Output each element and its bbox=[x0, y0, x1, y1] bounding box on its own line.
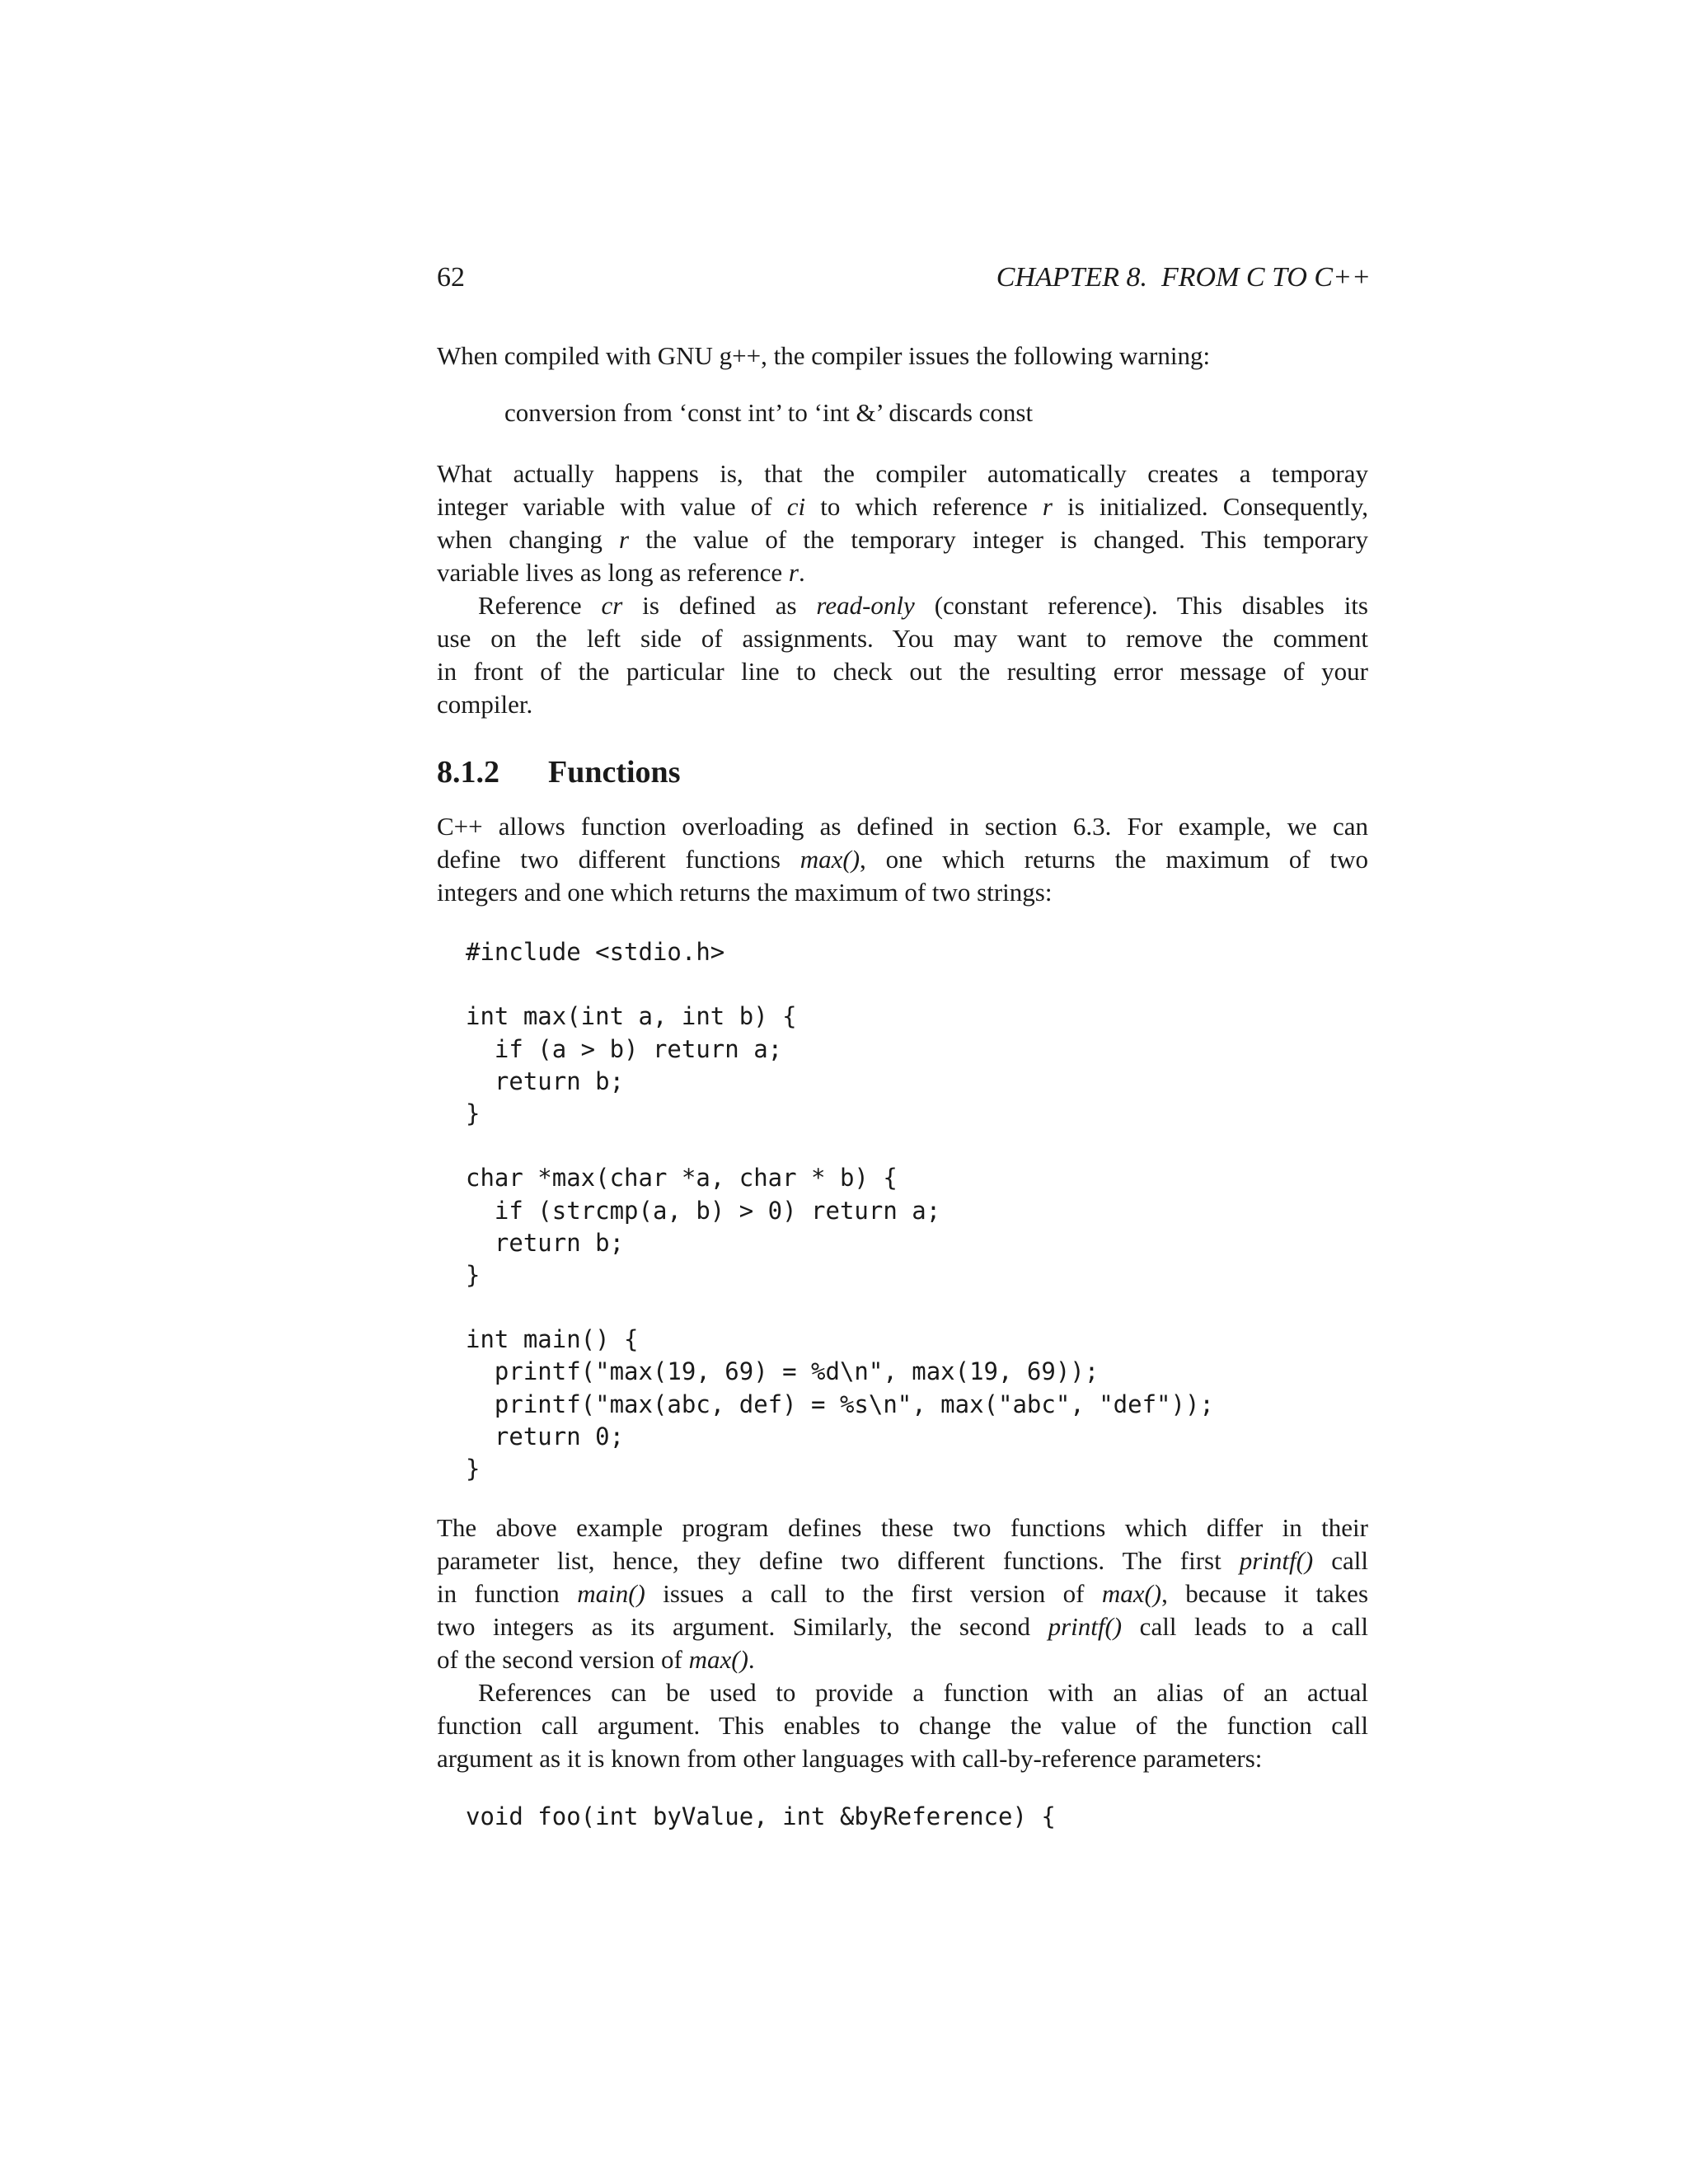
text-line: in front of the particular line to check out the resulting error message of your bbox=[437, 657, 1368, 686]
page-number: 62 bbox=[437, 262, 465, 293]
code-line: } bbox=[466, 1455, 481, 1483]
text-line: References can be used to provide a function with an alias of an actual bbox=[478, 1678, 1368, 1707]
text-line: compiler. bbox=[437, 690, 533, 719]
code-line: return 0; bbox=[466, 1422, 625, 1451]
paragraph-function-overloading bbox=[437, 810, 1368, 909]
code-line: int max(int a, int b) { bbox=[466, 1002, 797, 1031]
compiler-note-paragraph bbox=[437, 340, 1368, 373]
paragraph-temporary-variable bbox=[437, 457, 1368, 589]
section-number: 8.1.2 bbox=[437, 755, 499, 790]
chapter-title: CHAPTER 8. FROM C TO C++ bbox=[996, 262, 1371, 293]
text-line: function call argument. This enables to change the value of the function call bbox=[437, 1711, 1368, 1740]
paragraph-references bbox=[437, 1676, 1368, 1775]
text-line: in function main() issues a call to the first version of max(), because it takes bbox=[437, 1579, 1369, 1608]
text-line: define two different functions max(), one which returns the maximum of two bbox=[437, 845, 1369, 874]
text-line: when changing r the value of the temporary integer is changed. This temporary bbox=[437, 525, 1368, 554]
code-line: void foo(int byValue, int &byReference) { bbox=[466, 1802, 1056, 1830]
code-line bbox=[466, 1291, 1214, 1324]
warning-message: conversion from ‘const int’ to ‘int &’ discards const bbox=[504, 398, 1034, 427]
text-line: integer variable with value of ci to which reference r is initialized. Consequently, bbox=[437, 492, 1368, 521]
code-line: } bbox=[466, 1260, 481, 1289]
code-line bbox=[466, 968, 1214, 1001]
section-title: Functions bbox=[548, 755, 681, 790]
code-line bbox=[466, 1130, 1214, 1162]
text-line: variable lives as long as reference r. bbox=[437, 558, 805, 587]
text-line: argument as it is known from other languages with call-by-reference parameters: bbox=[437, 1744, 1263, 1773]
code-line: printf("max(19, 69) = %d\n", max(19, 69)); bbox=[466, 1357, 1100, 1386]
code-line: } bbox=[466, 1099, 481, 1127]
compiler-note-text: When compiled with GNU g++, the compiler issues the following warning: bbox=[437, 341, 1211, 370]
text-line: integers and one which returns the maximum of two strings: bbox=[437, 878, 1053, 907]
text-line: parameter list, hence, they define two different functions. The first printf() call bbox=[437, 1546, 1369, 1575]
paragraph-constant-reference bbox=[437, 589, 1368, 721]
text-line: The above example program defines these two functions which differ in their bbox=[437, 1513, 1368, 1542]
text-line: two integers as its argument. Similarly, the second printf() call leads to a call bbox=[437, 1612, 1368, 1641]
code-block-max-example bbox=[466, 936, 1214, 1485]
section-heading bbox=[437, 754, 680, 790]
code-line: if (strcmp(a, b) > 0) return a; bbox=[466, 1196, 941, 1225]
text-line: use on the left side of assignments. You may want to remove the comment bbox=[437, 624, 1368, 653]
text-line: Reference cr is defined as read-only (constant reference). This disables its bbox=[478, 591, 1368, 620]
code-line: if (a > b) return a; bbox=[466, 1034, 783, 1063]
code-line: int main() { bbox=[466, 1325, 639, 1354]
code-line: char *max(char *a, char * b) { bbox=[466, 1164, 898, 1193]
text-line: C++ allows function overloading as defined in section 6.3. For example, we can bbox=[437, 812, 1368, 841]
text-line: of the second version of max(). bbox=[437, 1645, 755, 1674]
code-line: return b; bbox=[466, 1228, 625, 1257]
code-line: return b; bbox=[466, 1066, 625, 1095]
paragraph-overload-explanation bbox=[437, 1511, 1368, 1676]
code-line: #include <stdio.h> bbox=[466, 938, 725, 966]
code-block-foo-example bbox=[466, 1801, 1056, 1833]
text-line: What actually happens is, that the compiler automatically creates a temporay bbox=[437, 459, 1368, 488]
code-line: printf("max(abc, def) = %s\n", max("abc", "def")); bbox=[466, 1390, 1214, 1418]
